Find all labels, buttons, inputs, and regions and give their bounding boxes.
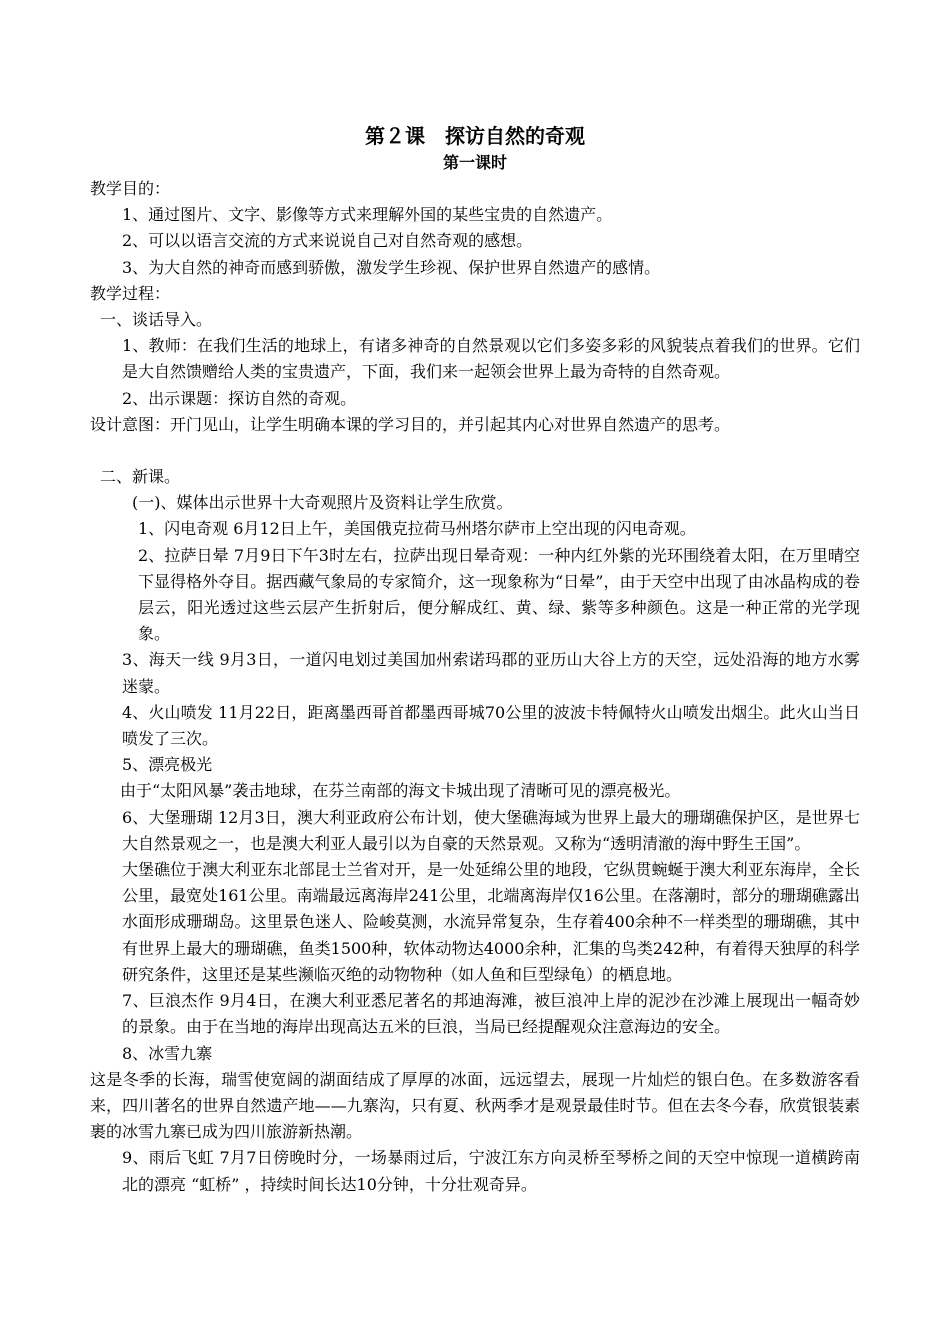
page-title: 第２课 探访自然的奇观	[365, 124, 585, 148]
document-body	[90, 176, 860, 1198]
paragraph-objective-1: 1、通过图片、文字、影像等方式来理解外国的某些宝贵的自然遗产。	[122, 205, 613, 225]
paragraph-wonder-3: 3、海天一线 9月3日，一道闪电划过美国加州索诺玛郡的亚历山大谷上方的天空，远处沿海的地方水雾迷蒙。	[122, 650, 860, 696]
paragraph-design-intent: 设计意图：开门见山，让学生明确本课的学习目的，并引起其内心对世界自然遗产的思考。	[90, 414, 731, 434]
paragraph-media-show: (一)、媒体出示世界十大奇观照片及资料让学生欣赏。	[132, 493, 513, 513]
paragraph-wonder-5-title: 5、漂亮极光	[122, 755, 213, 775]
paragraph-objective-2: 2、可以以语言交流的方式来说说自己对自然奇观的感想。	[122, 231, 533, 251]
paragraph-wonder-5: 由于“太阳风暴”袭击地球，在芬兰南部的海文卡城出现了清晰可见的漂亮极光。	[120, 781, 681, 801]
paragraph-section-2: 二、新课。	[100, 467, 181, 487]
paragraph-wonder-4: 4、火山喷发 11月22日，距离墨西哥首都墨西哥城70公里的波波卡特佩特火山喷发出烟尘。此火山当日喷发了三次。	[122, 702, 860, 749]
paragraph-heading-process: 教学过程：	[90, 283, 171, 303]
paragraph-objective-3: 3、为大自然的神奇而感到骄傲，激发学生珍视、保护世界自然遗产的感情。	[122, 257, 661, 277]
paragraph-reef-detail: 大堡礁位于澳大利亚东北部昆士兰省对开，是一处延绵公里的地段，它纵贯蜿蜒于澳大利亚东海岸，全长公里，最宽处161公里。南端最远离海岸241公里，北端离海岸仅16公里。在落潮时，部分的珊瑚礁露出水面形成珊瑚岛。这里景色迷人、险峻莫测，水流异常复杂，生存着400余种不一样类型的珊瑚礁，其中有世界上最大的珊瑚礁，鱼类1500种，软体动物达4000余种，汇集的鸟类242种，有着得天独厚的科学研究条件，这里还是某些濒临灭绝的动物物种（如人鱼和巨型绿龟）的栖息地。	[122, 860, 860, 984]
paragraph-heading-objectives: 教学目的：	[90, 179, 171, 198]
paragraph-wonder-6: 6、大堡珊瑚 12月3日，澳大利亚政府公布计划，使大堡礁海域为世界上最大的珊瑚礁保护区，是世界七大自然景观之一，也是澳大利亚人最引以为自豪的天然景观。又称为“透明清澈的海中野生王国”。	[122, 807, 860, 853]
blank-line	[90, 438, 860, 464]
paragraph-section-1: 一、谈话导入。	[100, 310, 213, 330]
page-subtitle: 第一课时	[442, 153, 507, 172]
paragraph-wonder-9: 9、雨后飞虹 7月7日傍晚时分，一场暴雨过后，宁波江东方向灵桥至琴桥之间的天空中惊现一道横跨南北的漂亮 “虹桥” ，持续时间长达10分钟，十分壮观奇异。	[122, 1148, 860, 1194]
paragraph-wonder-8: 这是冬季的长海，瑞雪使宽阔的湖面结成了厚厚的冰面，远远望去，展现一片灿烂的银白色。在多数游客看来，四川著名的世界自然遗产地——九寨沟，只有夏、秋两季才是观景最佳时节。但在去冬今春，欣赏银装素裹的冰雪九寨已成为四川旅游新热潮。	[90, 1069, 860, 1142]
paragraph-teacher: 1、教师：在我们生活的地球上，有诸多神奇的自然景观以它们多姿多彩的风貌装点着我们的世界。它们是大自然馈赠给人类的宝贵遗产，下面，我们来一起领会世界上最为奇特的自然奇观。	[122, 336, 860, 382]
paragraph-show-topic: 2、出示课题：探访自然的奇观。	[122, 388, 357, 408]
paragraph-wonder-8-title: 8、冰雪九寨	[122, 1043, 213, 1063]
paragraph-wonder-7: 7、巨浪杰作 9月4日，在澳大利亚悉尼著名的邦迪海滩，被巨浪冲上岸的泥沙在沙滩上展现出一幅奇妙的景象。由于在当地的海岸出现高达五米的巨浪，当局已经提醒观众注意海边的安全。	[122, 991, 860, 1037]
paragraph-wonder-1: 1、闪电奇观 6月12日上午，美国俄克拉荷马州塔尔萨市上空出现的闪电奇观。	[138, 519, 696, 539]
paragraph-wonder-2: 2、拉萨日晕 7月9日下午3时左右，拉萨出现日晕奇观：一种内红外紫的光环围绕着太阳，在万里晴空下显得格外夺目。据西藏气象局的专家简介，这一现象称为“日晕”，由于天空中出现了由冰晶构成的卷层云，阳光透过这些云层产生折射后，便分解成红、黄、绿、紫等多种颜色。这是一种正常的光学现象。	[138, 545, 860, 644]
